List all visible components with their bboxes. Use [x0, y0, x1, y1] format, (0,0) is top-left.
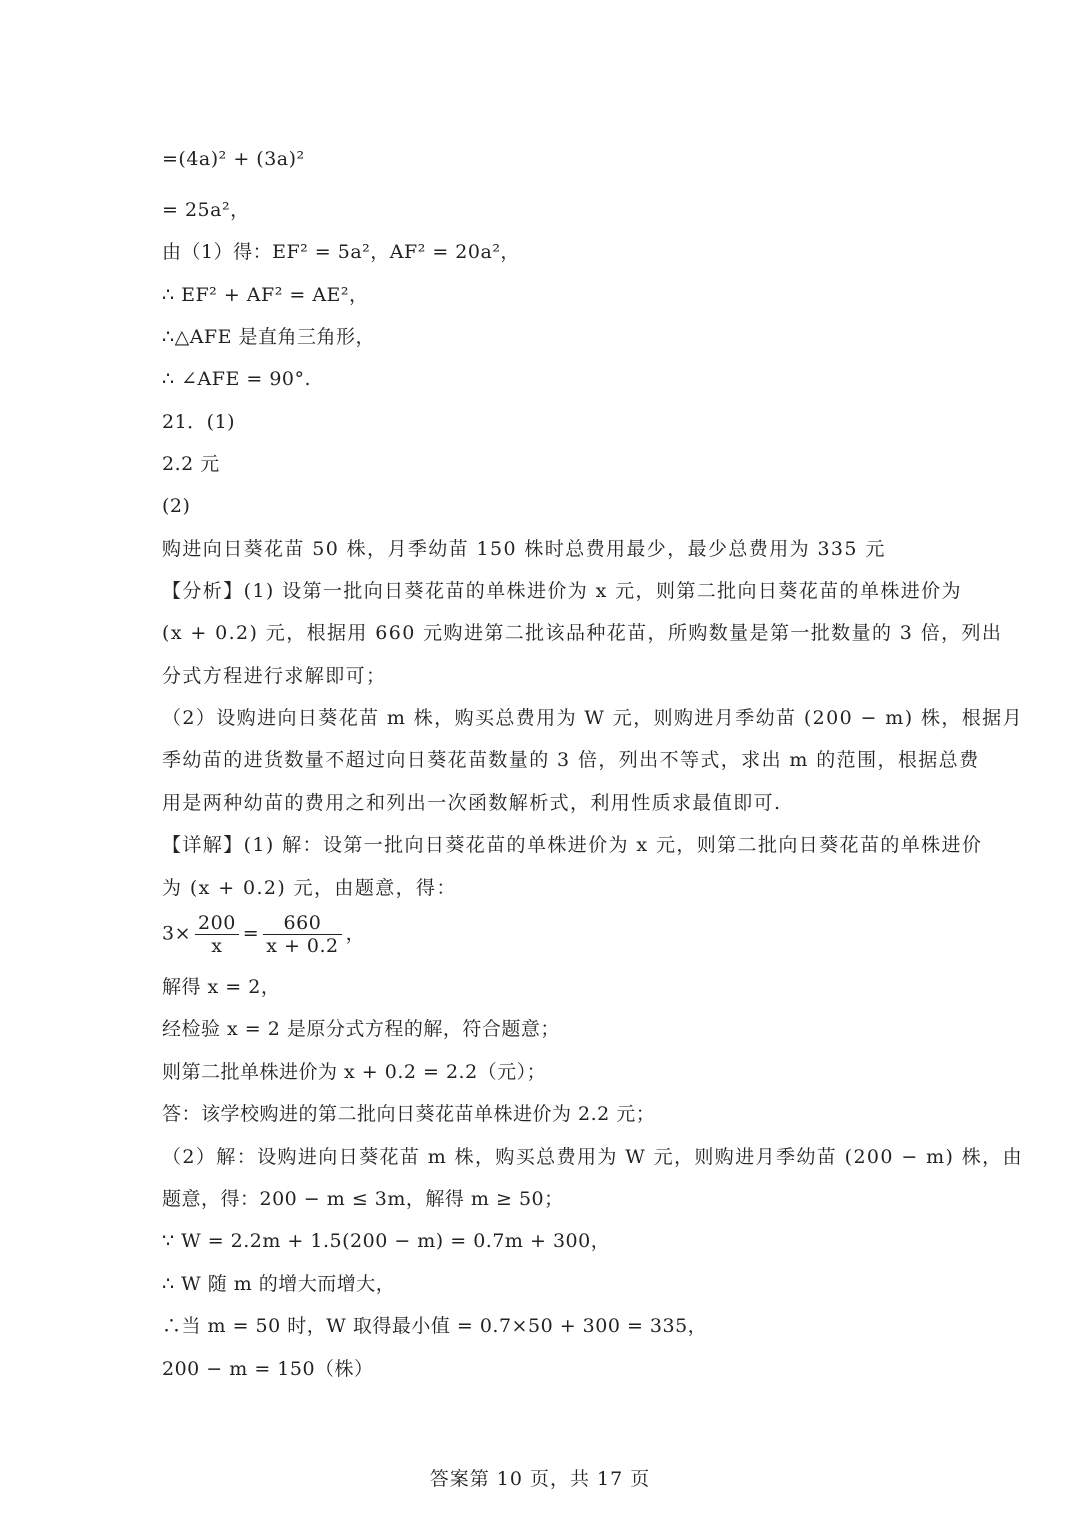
answer-line: 2.2 元 [162, 453, 220, 475]
analysis-line: 分式方程进行求解即可； [162, 665, 387, 687]
equation-suffix: ， [345, 922, 366, 945]
equation-line: ∵ W = 2.2m + 1.5(200 − m) = 0.7m + 300， [162, 1230, 611, 1252]
part-label: (2) [162, 495, 191, 517]
page-footer: 答案第 10 页，共 17 页 [429, 1468, 651, 1490]
fraction [195, 912, 239, 957]
solution-line: （2）解：设购进向日葵花苗 m 株，购买总费用为 W 元，则购进月季幼苗 (200 − m) 株，由 [162, 1146, 1023, 1168]
fraction-denominator: x [211, 935, 223, 957]
equation-prefix: 3× [162, 922, 192, 945]
solution-line: ∴当 m = 50 时，W 取得最小值 = 0.7×50 + 300 = 335， [162, 1315, 708, 1337]
solution-line: 经检验 x = 2 是原分式方程的解，符合题意； [162, 1018, 560, 1040]
analysis-line: 用是两种幼苗的费用之和列出一次函数解析式，利用性质求最值即可. [162, 792, 782, 814]
solution-line: 解得 x = 2， [162, 976, 281, 998]
analysis-line: 季幼苗的进货数量不超过向日葵花苗数量的 3 倍，列出不等式，求出 m 的范围，根据总费 [162, 749, 980, 771]
fraction-equation [162, 912, 365, 957]
fraction [263, 912, 341, 957]
answer-line: 购进向日葵花苗 50 株，月季幼苗 150 株时总费用最少，最少总费用为 335 元 [162, 538, 886, 560]
solution-line: 【详解】(1) 解：设第一批向日葵花苗的单株进价为 x 元，则第二批向日葵花苗的单株进价 [162, 834, 983, 856]
solution-line: ∴ W 随 m 的增大而增大， [162, 1273, 396, 1295]
equation-line: =(4a)² + (3a)² [162, 148, 305, 170]
solution-line: 为 (x + 0.2) 元，由题意，得： [162, 877, 457, 899]
question-number: 21．(1) [162, 411, 236, 433]
equation-line: ∴ ∠AFE = 90°. [162, 368, 312, 390]
solution-line: 200 − m = 150（株） [162, 1358, 374, 1380]
fraction-numerator: 200 [195, 912, 239, 935]
fraction-numerator: 660 [263, 912, 341, 935]
analysis-line: 【分析】(1) 设第一批向日葵花苗的单株进价为 x 元，则第二批向日葵花苗的单株进价为 [162, 580, 962, 602]
text-line: ∴△AFE 是直角三角形， [162, 326, 376, 348]
equation-line: = 25a²， [162, 199, 250, 221]
solution-line: 题意，得：200 − m ≤ 3m，解得 m ≥ 50； [162, 1188, 564, 1210]
solution-line: 答：该学校购进的第二批向日葵花苗单株进价为 2.2 元； [162, 1103, 656, 1125]
fraction-denominator: x + 0.2 [266, 935, 339, 957]
equals-sign: = [242, 922, 260, 945]
text-line: 由（1）得：EF² = 5a²，AF² = 20a²， [162, 241, 520, 263]
analysis-line: (x + 0.2) 元，根据用 660 元购进第二批该品种花苗，所购数量是第一批数量的 3 倍，列出 [162, 622, 1003, 644]
equation-line: ∴ EF² + AF² = AE²， [162, 284, 369, 306]
analysis-line: （2）设购进向日葵花苗 m 株，购买总费用为 W 元，则购进月季幼苗 (200 − m) 株，根据月 [162, 707, 1023, 729]
solution-line: 则第二批单株进价为 x + 0.2 = 2.2（元）； [162, 1061, 547, 1083]
